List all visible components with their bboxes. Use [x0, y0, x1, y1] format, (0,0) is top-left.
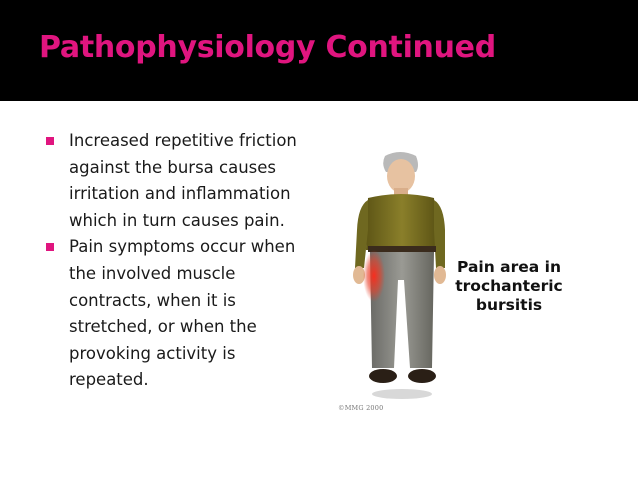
square-bullet-icon [46, 137, 54, 145]
caption-line: Pain area in [457, 258, 561, 276]
title-bar [0, 0, 638, 101]
bursitis-illustration [328, 150, 588, 420]
copyright-note: ©MMG 2000 [338, 404, 384, 412]
bullet-item [46, 128, 316, 234]
bullet-item [46, 234, 316, 394]
slide-title: Pathophysiology Continued [39, 30, 496, 65]
bullet-list [46, 128, 316, 394]
square-bullet-icon [46, 243, 54, 251]
bullet-text: Pain symptoms occur when the involved muscle contracts, when it is stretched, or when the provoking activity is repeated. [69, 237, 296, 390]
caption-line: bursitis [475, 296, 543, 314]
caption-line: trochanteric [455, 277, 563, 295]
figure-caption [448, 258, 570, 315]
bullet-text: Increased repetitive friction against the bursa causes irritation and inflammation which in turn causes pain. [69, 131, 297, 230]
